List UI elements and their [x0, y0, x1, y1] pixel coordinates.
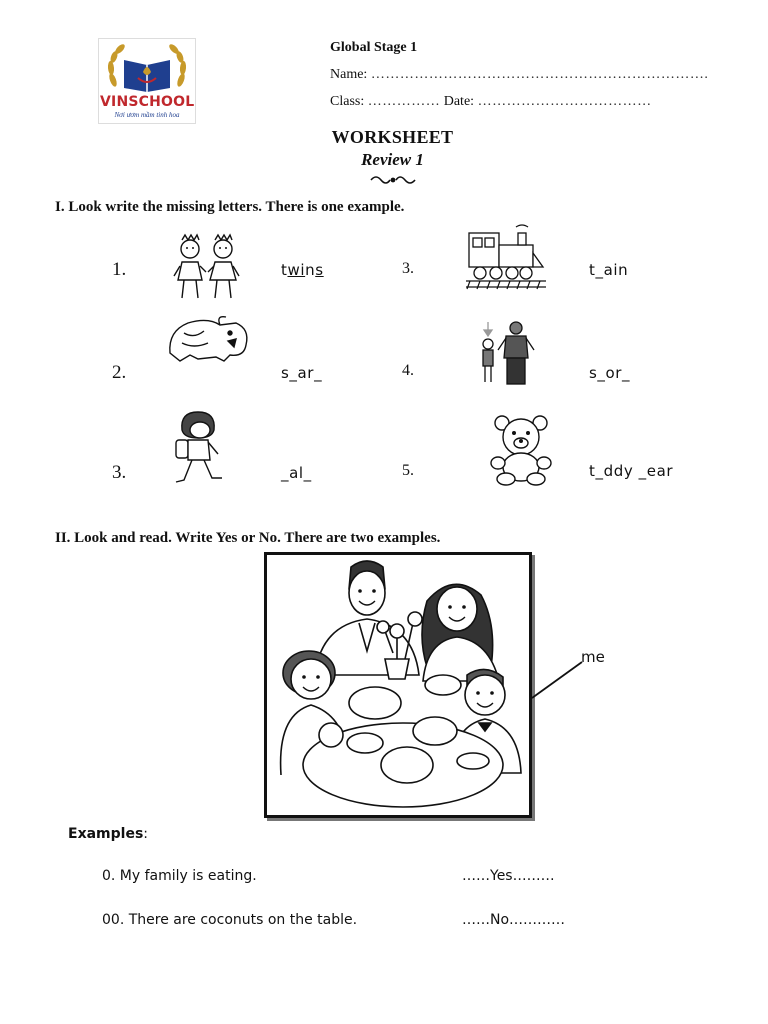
example-answer[interactable]: ……No………… [462, 912, 566, 928]
family-dinner-icon [267, 555, 529, 815]
me-pointer-line [530, 660, 584, 700]
walking-girl-icon [170, 408, 226, 486]
class-date-line [330, 94, 652, 110]
date-field[interactable]: ……………………………… [477, 94, 652, 109]
class-field[interactable]: …………… [367, 94, 441, 109]
item-number: 3. [402, 260, 414, 277]
item-word: twins [281, 261, 324, 279]
ornament-divider-icon [368, 173, 418, 187]
example-sentence: 0. My family is eating. [102, 868, 257, 884]
section-2-heading: II. Look and read. Write Yes or No. There are two examples. [55, 530, 441, 546]
bulldog-icon [164, 313, 252, 365]
examples-heading: Examples: [68, 826, 148, 842]
logo-tagline: Nơi ươm mầm tinh hoa [114, 111, 180, 119]
item-number: 3. [112, 462, 127, 483]
worksheet-title: WORKSHEET [331, 127, 454, 147]
name-label: Name: [330, 67, 368, 82]
item-number: 5. [402, 462, 414, 479]
item-word: s_or_ [589, 364, 631, 382]
me-label: me [581, 648, 605, 666]
section-1-heading: I. Look write the missing letters. There is one example. [55, 199, 405, 215]
name-field[interactable]: ……………………………………………………………. [370, 67, 709, 82]
teddy-bear-icon [488, 413, 554, 487]
item-number: 1. [112, 259, 127, 280]
name-line [330, 67, 708, 83]
item-word: s_ar_ [281, 364, 323, 382]
short-tall-icon [474, 320, 538, 386]
date-label: Date: [443, 94, 475, 109]
item-number: 4. [402, 362, 414, 379]
train-icon [466, 223, 546, 291]
item-word: t_ain [589, 261, 629, 279]
item-number: 2. [112, 362, 127, 383]
worksheet-subtitle: Review 1 [361, 150, 424, 169]
twins-icon [172, 232, 242, 302]
example-answer[interactable]: ……Yes……… [462, 868, 555, 884]
item-word: _al_ [281, 464, 312, 482]
example-sentence: 00. There are coconuts on the table. [102, 912, 358, 928]
item-word: t_ddy _ear [589, 462, 674, 480]
family-picture-frame [264, 552, 532, 818]
logo-wordmark: VINSCHOOL [100, 94, 195, 110]
stage-label: Global Stage 1 [330, 40, 418, 55]
class-label: Class: [330, 94, 365, 109]
school-logo [98, 38, 196, 124]
